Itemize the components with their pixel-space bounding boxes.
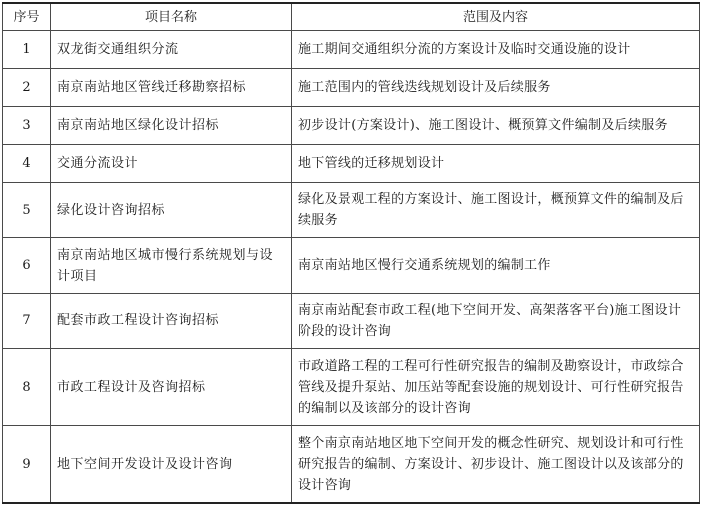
row-name: 绿化设计咨询招标 xyxy=(51,183,292,238)
header-name: 项目名称 xyxy=(51,3,292,31)
header-scope: 范围及内容 xyxy=(292,3,700,31)
row-name: 市政工程设计及咨询招标 xyxy=(51,349,292,426)
table-row xyxy=(3,349,700,426)
table-row xyxy=(3,145,700,183)
table-row xyxy=(3,426,700,503)
project-table-container xyxy=(2,2,699,504)
row-no: 1 xyxy=(3,31,51,69)
row-no: 9 xyxy=(3,426,51,503)
row-scope: 南京南站配套市政工程(地下空间开发、高架落客平台)施工图设计阶段的设计咨询 xyxy=(292,293,700,348)
row-scope: 绿化及景观工程的方案设计、施工图设计，概预算文件的编制及后续服务 xyxy=(292,183,700,238)
row-scope: 地下管线的迁移规划设计 xyxy=(292,145,700,183)
row-no: 2 xyxy=(3,69,51,107)
row-no: 6 xyxy=(3,238,51,293)
header-no: 序号 xyxy=(3,3,51,31)
row-name: 交通分流设计 xyxy=(51,145,292,183)
table-header-row xyxy=(3,3,700,31)
row-scope: 整个南京南站地区地下空间开发的概念性研究、规划设计和可行性研究报告的编制、方案设计、初步设计、施工图设计以及该部分的设计咨询 xyxy=(292,426,700,503)
table-row xyxy=(3,69,700,107)
row-no: 3 xyxy=(3,107,51,145)
table-row xyxy=(3,293,700,348)
table-row xyxy=(3,31,700,69)
row-name: 南京南站地区绿化设计招标 xyxy=(51,107,292,145)
row-name: 配套市政工程设计咨询招标 xyxy=(51,293,292,348)
row-name: 南京南站地区城市慢行系统规划与设计项目 xyxy=(51,238,292,293)
row-no: 4 xyxy=(3,145,51,183)
row-scope: 施工期间交通组织分流的方案设计及临时交通设施的设计 xyxy=(292,31,700,69)
row-scope: 施工范围内的管线迭线规划设计及后续服务 xyxy=(292,69,700,107)
row-no: 8 xyxy=(3,349,51,426)
table-row xyxy=(3,238,700,293)
row-scope: 南京南站地区慢行交通系统规划的编制工作 xyxy=(292,238,700,293)
row-no: 7 xyxy=(3,293,51,348)
row-scope: 市政道路工程的工程可行性研究报告的编制及勘察设计，市政综合管线及提升泵站、加压站等配套设施的规划设计、可行性研究报告的编制以及该部分的设计咨询 xyxy=(292,349,700,426)
project-table xyxy=(2,2,700,504)
table-row xyxy=(3,107,700,145)
row-name: 南京南站地区管线迁移勘察招标 xyxy=(51,69,292,107)
row-no: 5 xyxy=(3,183,51,238)
row-name: 地下空间开发设计及设计咨询 xyxy=(51,426,292,503)
row-scope: 初步设计(方案设计)、施工图设计、概预算文件编制及后续服务 xyxy=(292,107,700,145)
row-name: 双龙街交通组织分流 xyxy=(51,31,292,69)
table-row xyxy=(3,183,700,238)
